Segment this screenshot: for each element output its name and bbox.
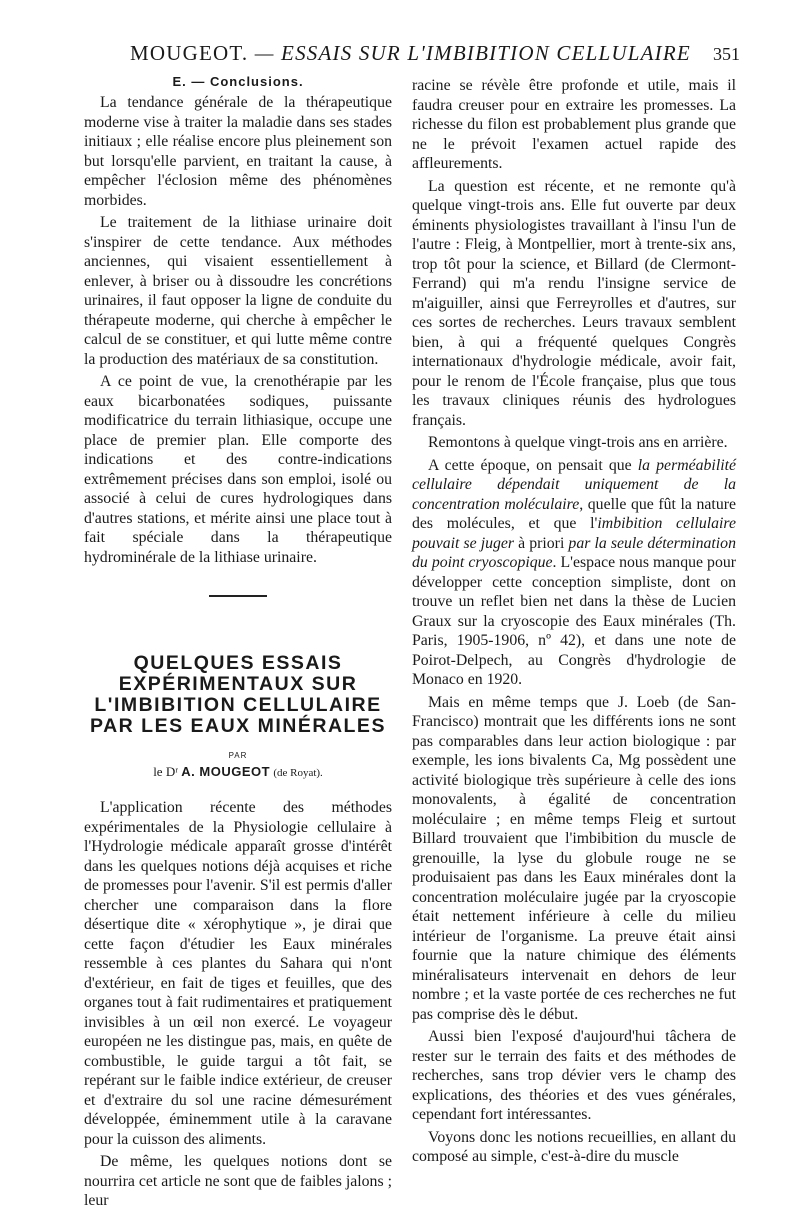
continuation-paragraph: racine se révèle être profonde et utile, mais il faudra creuser pour en extraire les promesses. La richesse du filon est probablement plus grande que ne le prévoit l'examen actuel rapide des affleurements. <box>412 77 736 172</box>
article-title-line: QUELQUES ESSAIS <box>133 652 343 674</box>
article-title-line: L'IMBIBITION CELLULAIRE <box>94 694 382 716</box>
running-head-title <box>130 41 720 66</box>
page-number: 351 <box>713 44 740 64</box>
epoch-text: à priori <box>514 534 569 552</box>
section-heading: E. — Conclusions. <box>172 74 304 89</box>
running-head <box>100 41 740 71</box>
conclusion-paragraph: Le traitement de la lithiase urinaire doit s'inspirer de cette tendance. Aux méthodes anciennes, qui visaient essentiellement à enlever, à briser ou à dissoudre les concrétions urinaires, il faut opposer la ligne de conduite du thérapeute moderne, qui cherche à empêcher le calcul de se constituer, et qui lutte même contre la production des matériaux de sa constitution. <box>84 214 392 368</box>
byline-par: PAR <box>228 751 248 760</box>
running-head-article-title: — ESSAIS SUR L'IMBIBITION CELLULAIRE <box>254 41 691 65</box>
byline <box>84 763 392 782</box>
author-name: A. MOUGEOT <box>181 764 271 779</box>
article-paragraph: L'application récente des méthodes expérimentales de la Physiologie cellulaire à l'Hydrologie médicale apparaît grosse d'intérêt dans les quelques notions déjà acquises et riche de promesses pour l'avenir. S'il est permis d'aller chercher une comparaison dans la flore désertique dite « xérophytique », je dirai que cette façon d'étudier les Eaux minérales ressemble à ces plantes du Sahara qui n'ont d'extérieur, en fait de tiges et feuilles, que des organes tout à fait rudimentaires et pratiquement invisibles à un œil non exercé. Le voyageur européen ne les distingue pas, mais, en quête de combustible, le guide targui a tôt fait, se repérant sur le faible indice extérieur, de creuser et d'extraire du sol une racine démesurément développée, éminemment utile à la caravane pour la cuisson des aliments. <box>84 799 392 1148</box>
back-paragraph: Remontons à quelque vingt-trois ans en arrière. <box>428 434 728 451</box>
epoch-italic: la perméabilité cellulaire dépendait uniquement de la concentration moléculaire <box>412 456 736 513</box>
running-head-author: MOUGEOT. <box>130 41 249 65</box>
conclusion-paragraph: A ce point de vue, la crenothérapie par les eaux bicarbonatées sodiques, puissante modificatrice du terrain lithiasique, occupe une place de premier plan. Elle comporte des indications et des contre-indications extrêmement précises dans son emploi, isolé ou associé à celui de cures hydrologiques dans d'autres stations, et mérite ainsi une place tout à fait spéciale dans la thérapeutique hydrominérale de la lithiase urinaire. <box>84 373 392 566</box>
left-column <box>84 74 392 1214</box>
section-divider <box>209 595 267 597</box>
voyons-paragraph: Voyons donc les notions recueillies, en allant du composé au simple, c'est-à-dire du muscle <box>412 1128 736 1165</box>
epoch-italic: imbibition cellulaire pouvait se juger <box>412 515 737 552</box>
article-title-line: PAR LES EAUX MINÉRALES <box>90 715 386 737</box>
author-place: (de Royat). <box>273 767 323 779</box>
article-title <box>84 653 392 737</box>
history-paragraph: La question est récente, et ne remonte qu'à quelque vingt-trois ans. Elle fut ouverte par deux éminents physiologistes travaillant à l'insu l'un de l'autre : Fleig, à Montpellier, mort à trente-six ans, trop tôt pour la science, et Billard (de Clermont-Ferrand) qui m'a rendu l'insigne service de m'aiguiller, ainsi que Ferreyrolles et d'autres, sur ces sortes de recherches. Leurs travaux semblent bien, à qui a fréquenté quelques Congrès internationaux d'hydrologie médicale, avoir fait, pour le renom de l'École française, plus que tous les travaux cliniques réunis des hydrologues français. <box>412 177 736 429</box>
epoch-italic: par la seule détermination du point cryoscopique <box>412 534 736 571</box>
byline-prefix: le Dʳ <box>153 764 179 779</box>
aussi-paragraph: Aussi bien l'exposé d'aujourd'hui tâchera de rester sur le terrain des faits et des méthodes de recherches, sans trop dévier vers le champ des explications, des théories et des vues générales, cependant fort intéressantes. <box>412 1028 736 1123</box>
conclusion-paragraph: La tendance générale de la thérapeutique moderne vise à traiter la maladie dans ses stades initiaux ; elle réalise encore plus pleinement son but lorsqu'elle parvient, en traitant la cause, à empêcher l'éclosion même des phénomènes morbides. <box>84 94 392 209</box>
epoch-text: , quelle que fût la nature des molécules, et que l' <box>412 495 736 532</box>
loeb-paragraph: Mais en même temps que J. Loeb (de San-Francisco) montrait que les différents ions ne sont pas comparables dans leur action biologique : par exemple, les ions bivalents Ca, Mg possèdent une activité biologique très supérieure à celle des ions monovalents, à égalité de concentration moléculaire ; en même temps Fleig et surtout Billard trouvaient que l'imbibition du muscle de grenouille, la lyse du globule rouge ne se produisaient pas dans les Eaux minérales dont la concentration moléculaire jugée par la cryoscopie était nettement inférieure à celle du milieu intérieur de l'organisme. La preuve était ainsi fournie que la nature chimique des éléments minéralisateurs intervenait en dehors de leur nombre ; et la vaste portée de ces recherches ne fut pas comprise dès le début. <box>412 693 736 1023</box>
epoch-text: A cette époque, on pensait que <box>428 456 638 474</box>
epoch-text: . L'espace nous manque pour développer cette conception simpliste, dont on trouve un reflet bien net dans la thèse de Lucien Graux sur la cryoscopie des Eaux minérales (Th. Paris, 1905-1906, nº 42), et dans une note de Poirot-Delpech, au Congrès d'hydrologie de Monaco en 1920. <box>412 554 736 688</box>
epoch-paragraph <box>412 456 736 690</box>
right-column <box>412 76 736 1170</box>
article-paragraph: De même, les quelques notions dont se nourrira cet article ne sont que de faibles jalons ; leur <box>84 1153 392 1209</box>
article-title-line: EXPÉRIMENTAUX SUR <box>118 673 358 695</box>
